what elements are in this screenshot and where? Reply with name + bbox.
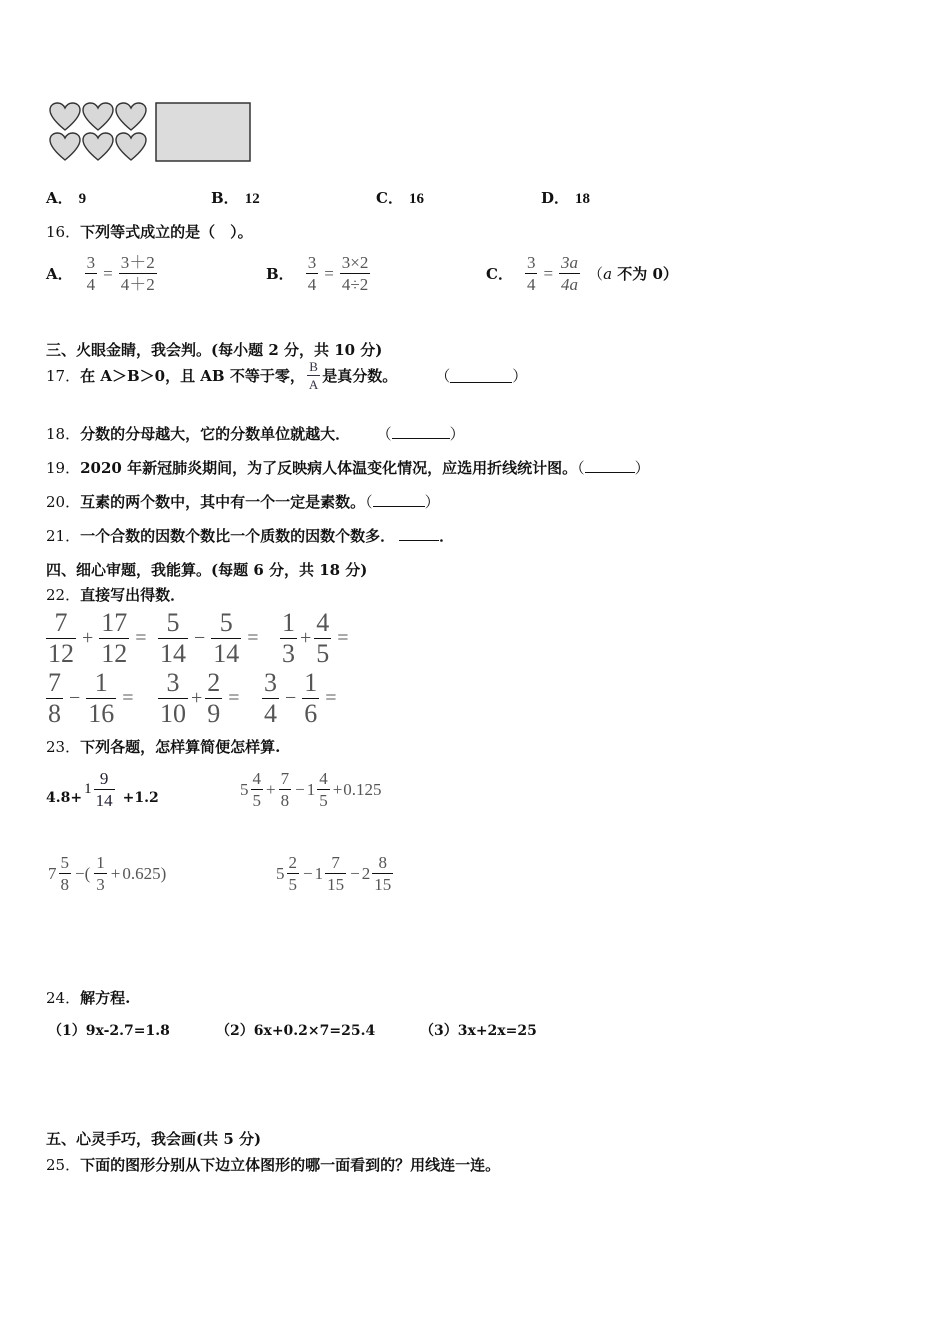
hearts-figure [48,100,258,166]
heart-shape [83,103,113,130]
q22-stem: 22．直接写出得数． [46,586,186,604]
q23-expr-2: 5 $\frac{4}{5}$ + $\frac{7}{8}$ − 1 $\frac{4}{5}$ + 0.125 [240,769,382,810]
q24-stem: 24．解方程. [46,989,131,1007]
q16-option-b: B． $\frac{3}{4}$ = $\frac{3\times 2}{4\div 2}$ [266,253,369,294]
q15-option-b: B． 12 [211,189,260,207]
q19: 19．2020 年新冠肺炎期间，为了反映病人体温变化情况，应选用折线统计图。（ ） [46,459,650,477]
section3-title: 三、火眼金睛，我会判。(每小题 2 分，共 10 分) [46,341,383,359]
q22-expr-4: $\frac{7}{8}$ − $\frac{1}{16}$ = [48,668,134,728]
q23-stem: 23．下列各题，怎样算简便怎样算. [46,738,281,756]
q18: 18．分数的分母越大，它的分数单位就越大． （ ） [46,425,465,443]
q19-answer-blank[interactable] [585,458,635,473]
q20: 20．互素的两个数中，其中有一个一定是素数。（ ） [46,493,440,511]
q22-expr-2: $\frac{5}{14}$ − $\frac{5}{14}$ = [160,608,259,668]
q15-option-a: A． 9 [46,189,87,207]
q15-option-d: D． 18 [541,189,591,207]
q21: 21．一个合数的因数个数比一个质数的因数个数多． ． [46,527,455,545]
section4-title: 四、细心审题，我能算。(每题 6 分，共 18 分) [46,561,368,579]
q23-expr-1: 4.8+ 1 $\frac{9}{14}$ +1.2 [46,769,159,810]
q15-option-c: C． 16 [376,189,424,207]
q17-answer-blank[interactable] [450,368,512,383]
q24-equation-1: （1）9x-2.7=1.8 [48,1023,170,1039]
q24-equation-2: （2）6x+0.2×7=25.4 [216,1023,376,1039]
heart-shape [50,103,80,130]
q23-expr-4: 5 $\frac{2}{5}$ − 1 $\frac{7}{15}$ − 2 $\frac{8}{15}$ [276,853,392,894]
q24-equation-3: （3）3x+2x=25 [420,1023,537,1039]
q22-expr-3: $\frac{1}{3}$ + $\frac{4}{5}$ = [282,608,349,668]
heart-shape [50,133,80,160]
q23-expr-3: 7 $\frac{5}{8}$ −( $\frac{1}{3}$ + 0.625) [48,853,167,894]
q22-expr-6: $\frac{3}{4}$ − $\frac{1}{6}$ = [264,668,337,728]
gray-rectangle [156,103,250,161]
q16-option-c: C． $\frac{3}{4}$ = $\frac{3a}{4a}$ （a 不为 0） [486,253,678,294]
q20-answer-blank[interactable] [373,492,425,507]
q18-answer-blank[interactable] [392,424,450,439]
q21-answer-blank[interactable] [399,526,439,541]
q25-stem: 25．下面的图形分别从下边立体图形的哪一面看到的？用线连一连。 [46,1156,501,1174]
section5-title: 五、心灵手巧，我会画(共 5 分) [46,1130,262,1148]
heart-shape [116,103,146,130]
q17: 17． 在 A＞B＞0，且 AB 不等于零， $\frac{B}{A}$ 是真分数。 （ ） [46,359,528,392]
q16-option-a: A． $\frac{3}{4}$ = $\frac{3+2}{4+2}$ [46,253,155,294]
heart-shape [116,133,146,160]
q22-expr-1: $\frac{7}{12}$ + $\frac{17}{12}$ = [48,608,147,668]
heart-shape [83,133,113,160]
q22-expr-5: $\frac{3}{10}$ + $\frac{2}{9}$ = [160,668,240,728]
q16-stem: 16．下列等式成立的是（ ）。 [46,223,253,241]
